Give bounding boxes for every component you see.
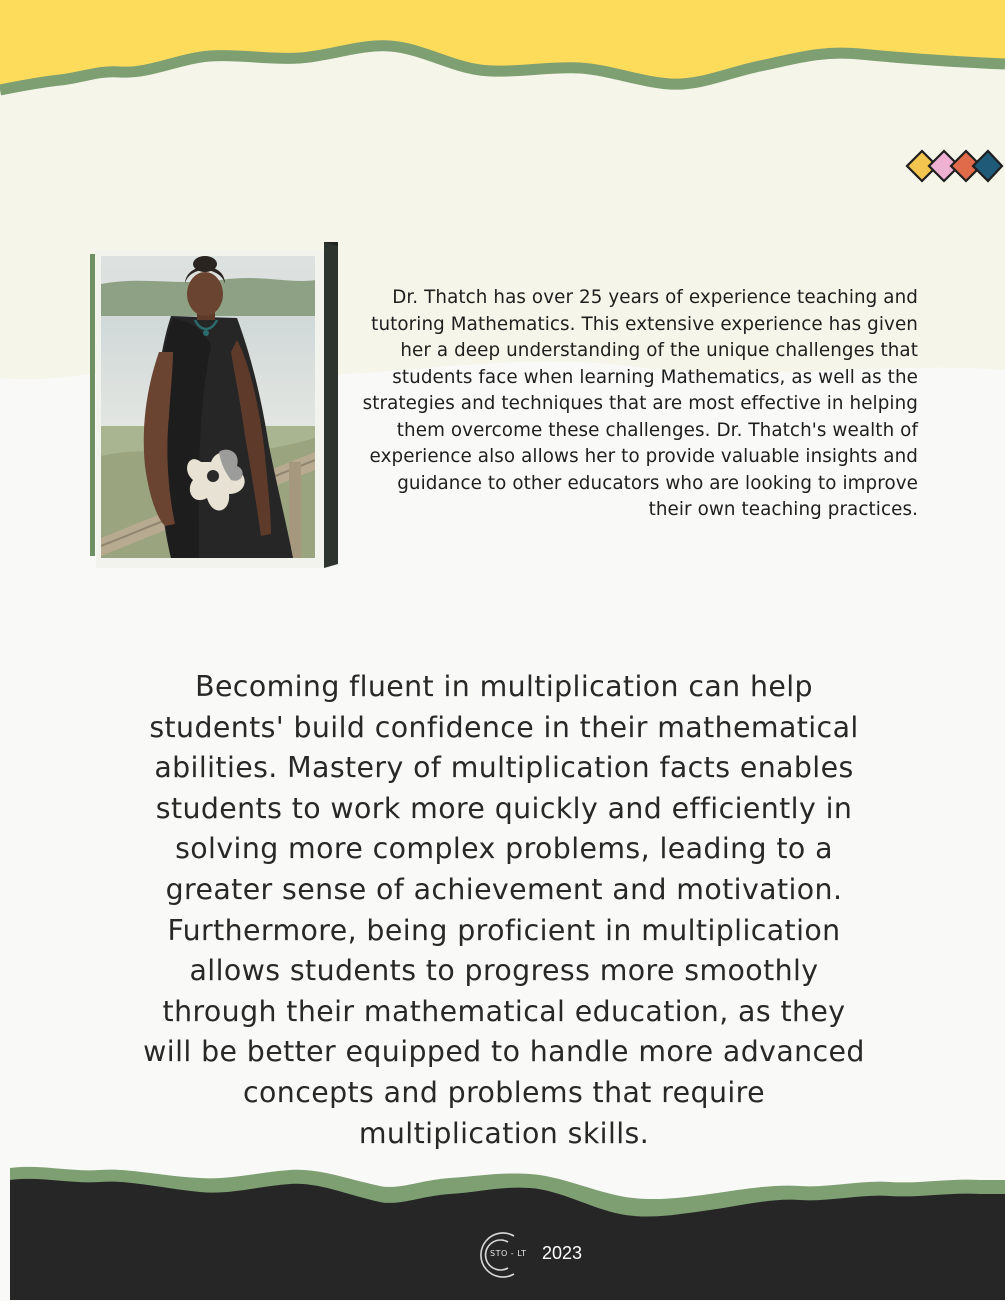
- blue-diamond-icon: [973, 151, 1002, 181]
- main-paragraph: Becoming fluent in multiplication can help students' build confidence in their mathematical abilities. Mastery of multiplication facts enables students to work more quickly and efficiently in solving more complex problems, leading to a greater sense of achievement and motivation. Furthermore, being proficient in multiplication allows students to progress more smoothly through their mathematical education, as they will be better equipped to handle more advanced concepts and problems that require multiplication skills.: [143, 670, 865, 1150]
- portrait-photo: [101, 256, 315, 558]
- top-thin-line: [0, 0, 1005, 3]
- footer-year: 2023: [542, 1243, 583, 1263]
- logo-text: STO - LT: [490, 1249, 527, 1258]
- brand-logo: [470, 1226, 540, 1284]
- bio-paragraph: Dr. Thatch has over 25 years of experience teaching and tutoring Mathematics. This extensive experience has given her a deep understanding of the unique challenges that students face when learning Mathematics, as well as the strategies and techniques that are most effective in helping them overcome these challenges. Dr. Thatch's wealth of experience also allows her to provide valuable insights and guidance to other educators who are looking to improve their own teaching practices.: [362, 287, 918, 520]
- portrait-frame: [88, 242, 342, 570]
- diamond-decoration: [904, 148, 1004, 188]
